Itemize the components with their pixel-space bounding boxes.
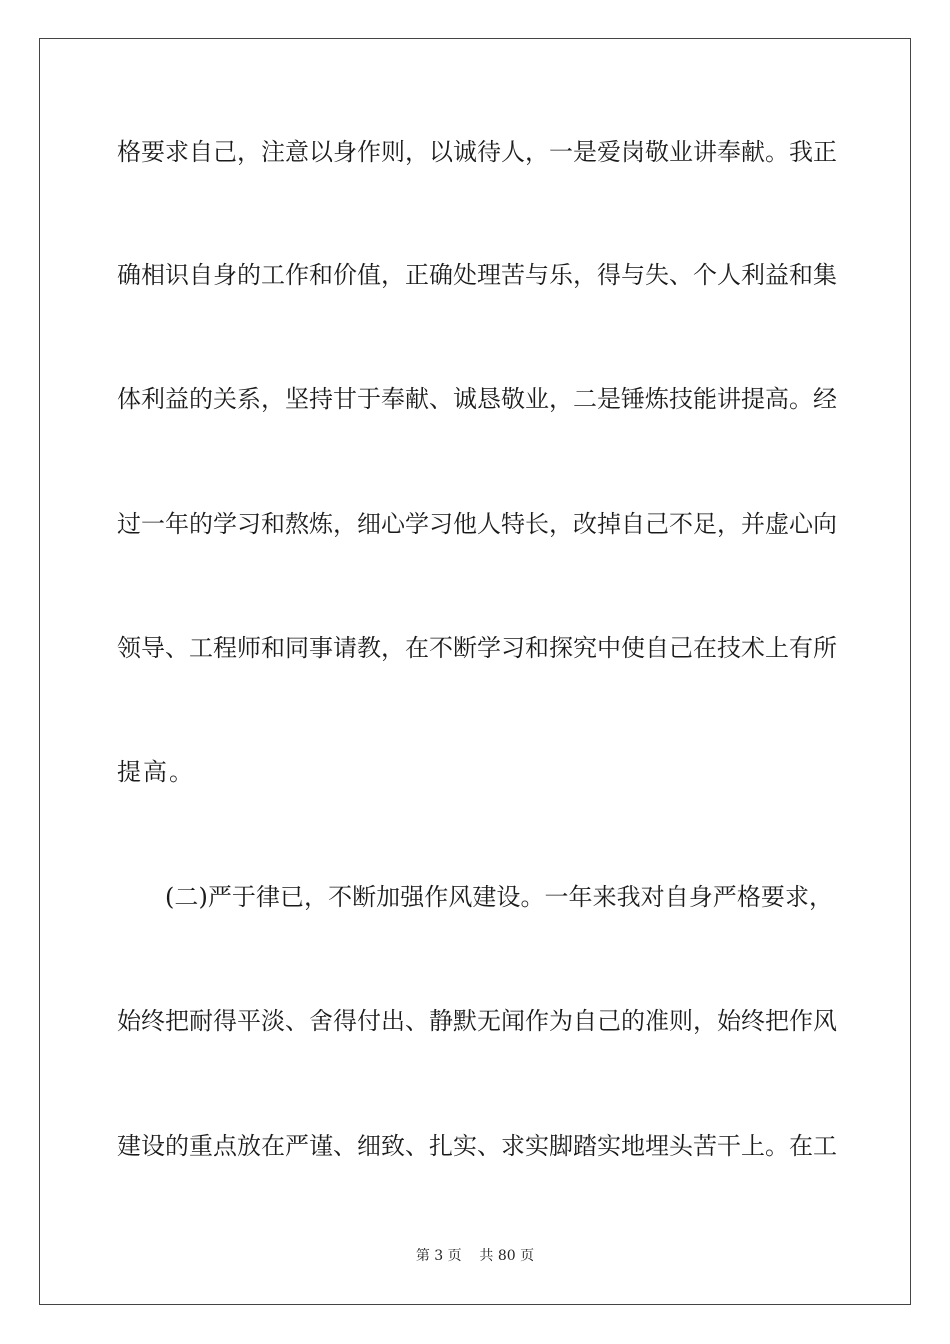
page-border bbox=[39, 38, 911, 1305]
section-heading-line: (二)严于律已，不断加强作风建设。一年来我对自身严格要求， bbox=[165, 883, 833, 911]
paragraph-line-2: 确相识自身的工作和价值，正确处理苦与乐，得与失、个人利益和集 bbox=[117, 261, 837, 289]
paragraph-line-5: 领导、工程师和同事请教，在不断学习和探究中使自己在技术上有所 bbox=[117, 634, 837, 662]
paragraph-line-9: 建设的重点放在严谨、细致、扎实、求实脚踏实地埋头苦干上。在工 bbox=[117, 1132, 837, 1160]
paragraph-line-1: 格要求自己，注意以身作则，以诚待人，一是爱岗敬业讲奉献。我正 bbox=[117, 138, 837, 166]
paragraph-line-4: 过一年的学习和熬炼，细心学习他人特长，改掉自己不足，并虚心向 bbox=[117, 510, 837, 538]
paragraph-line-6: 提高。 bbox=[117, 758, 195, 786]
paragraph-line-3: 体利益的关系，坚持甘于奉献、诚恳敬业，二是锤炼技能讲提高。经 bbox=[117, 385, 837, 413]
page-number-footer: 第 3 页 共 80 页 bbox=[415, 1248, 535, 1264]
paragraph-line-8: 始终把耐得平淡、舍得付出、静默无闻作为自己的准则，始终把作风 bbox=[117, 1007, 837, 1035]
